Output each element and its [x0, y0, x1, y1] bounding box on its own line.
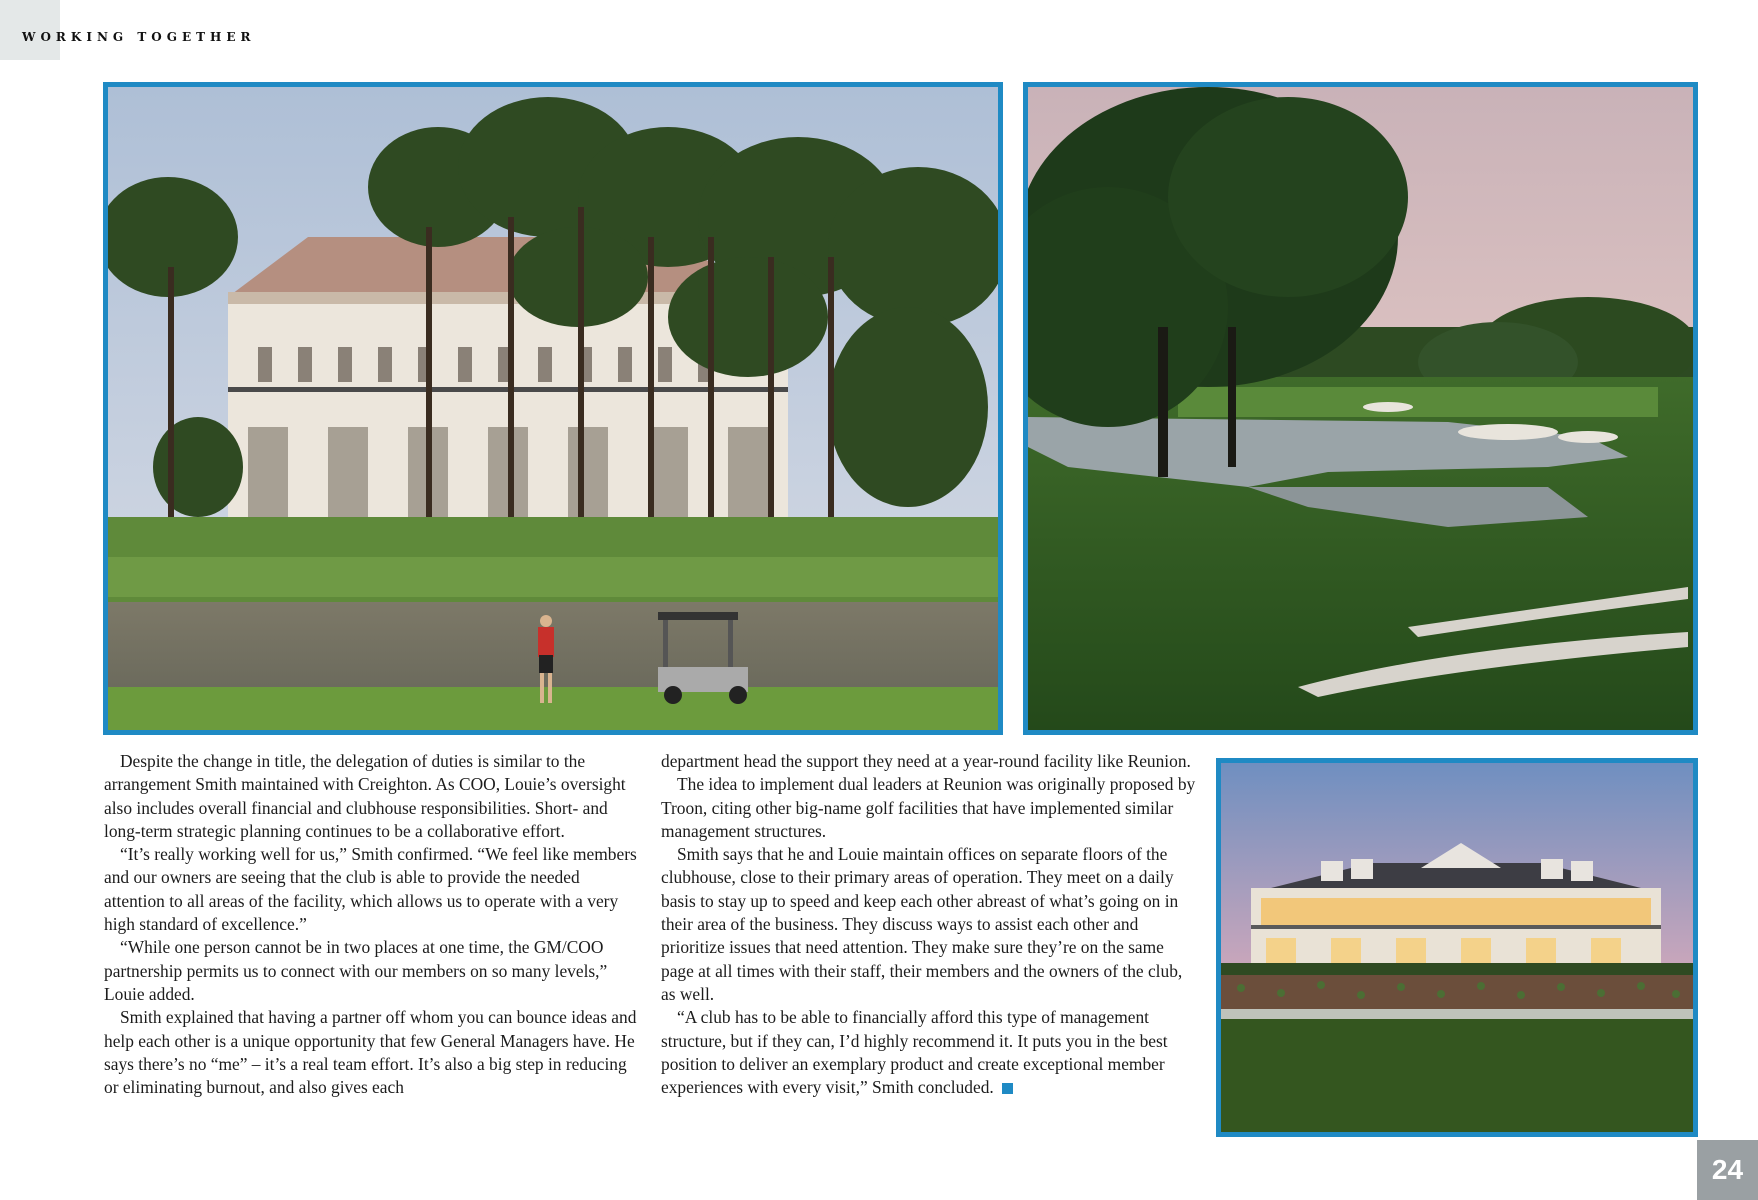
end-mark-icon: [1002, 1083, 1013, 1094]
paragraph: Smith says that he and Louie maintain offices on separate floors of the clubhouse, close to their primary areas of operation. They meet on a daily basis to stay up to speed and keep each other abreast of what’s going on in their area of the business. They discuss ways to assist each other and prioritize issues that need attention. They make sure they’re on the same page at all times with their staff, their members and the owners of the club, as well.: [661, 844, 1183, 1004]
clubhouse-lake-photo: [103, 82, 1003, 735]
article-column-right: [661, 750, 1201, 1099]
section-label: WORKING TOGETHER: [22, 30, 256, 44]
paragraph: “It’s really working well for us,” Smith confirmed. “We feel like members and our owners are seeing that the club is able to provide the needed attention to all areas of the facility, which allows us to operate with a very high standard of excellence.”: [104, 844, 637, 935]
paragraph: “While one person cannot be in two places at one time, the GM/COO partnership permits us to connect with our members on so many levels,” Louie added.: [104, 937, 608, 1004]
paragraph-final: [661, 1006, 1201, 1099]
page-number: 24: [1697, 1140, 1758, 1200]
course-pond-photo: [1023, 82, 1698, 735]
paragraph-final-text: “A club has to be able to financially afford this type of management structure, but if they can, I’d highly recommend it. It puts you in the best position to deliver an exemplary product and create exceptional member experiences with every visit,” Smith concluded.: [661, 1007, 1168, 1098]
article-column-left: [104, 750, 644, 1099]
paragraph: The idea to implement dual leaders at Reunion was originally proposed by Troon, citing other big-name golf facilities that have implemented similar management structures.: [661, 774, 1196, 841]
paragraph: Smith explained that having a partner off whom you can bounce ideas and help each other is a unique opportunity that few General Managers have. He says there’s no “me” – it’s a real team effort. It’s also a big step in reducing or eliminating burnout, and also gives each: [104, 1007, 637, 1098]
paragraph: department head the support they need at a year-round facility like Reunion.: [661, 751, 1191, 771]
clubhouse-dusk-photo: [1216, 758, 1698, 1137]
paragraph: Despite the change in title, the delegation of duties is similar to the arrangement Smith maintained with Creighton. As COO, Louie’s oversight also includes overall financial and clubhouse responsibilities. Short- and long-term strategic planning continues to be a collaborative effort.: [104, 751, 626, 841]
